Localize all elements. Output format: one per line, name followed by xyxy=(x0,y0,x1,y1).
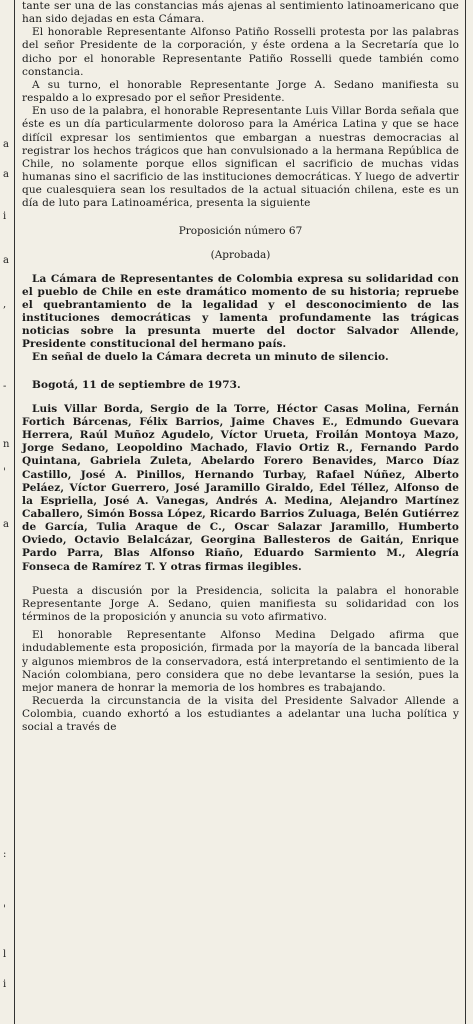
paragraph-allende-visit: Recuerda la circunstancia de la visita del Presidente Salvador Allende a Colombia, cuando exhortó a los estudiantes a adelantar una lucha política y social a través de xyxy=(22,695,459,734)
proposition-text: La Cámara de Representantes de Colombia expresa su solidaridad con el pueblo de Chile en este dramático momento de su historia; repruebe el quebrantamiento de la legalidad y el desconocimiento de las instituciones democráticas y lamenta profundamente las trágicas noticias sobre la presunta muerte del doctor Salvador Allende, Presidente constitucional del hermano país. xyxy=(22,272,459,351)
paragraph-sedano-support: A su turno, el honorable Representante Jorge A. Sedano manifiesta su respaldo a lo expresado por el señor Presidente. xyxy=(22,78,459,105)
paragraph-discussion: Puesta a discusión por la Presidencia, solicita la palabra el honorable Representante Jorge A. Sedano, quien manifiesta su solidaridad con los términos de la proposición y anuncia su voto afirmativo. xyxy=(22,584,459,624)
paragraph-medina-delgado: El honorable Representante Alfonso Medina Delgado afirma que indudablemente esta proposición, firmada por la mayoría de la bancada liberal y algunos miembros de la conservadora, está interpretando el sentimiento de la Nación colombiana, pero considera que no debe levantarse la sesión, pues la mejor manera de honrar la memoria de los hombres es trabajando. xyxy=(22,629,459,694)
paragraph-patino-protest: El honorable Representante Alfonso Patiño Rosselli protesta por las palabras del señor Presidente de la corporación, y éste ordena a la Secretaría que lo dicho por el honorable Representante Patiño Rosselli quede también como constancia. xyxy=(22,26,459,78)
proposition-silence: En señal de duelo la Cámara decreta un minuto de silencio. xyxy=(32,351,389,364)
right-column-rule xyxy=(465,0,466,1024)
paragraph-continuation: tante ser una de las constancias más ajenas al sentimiento latinoamericano que han sido dejadas en esta Cámara. xyxy=(22,0,459,26)
proposition-status: (Aprobada) xyxy=(210,248,271,261)
left-column-rule xyxy=(14,0,15,1024)
adjacent-column-fragments: a a i a , - n ' a : ' l i xyxy=(3,139,10,990)
signatories-list: Luis Villar Borda, Sergio de la Torre, Héctor Casas Molina, Fernán Fortich Bárcenas, Félix Barrios, Jaime Chaves E., Edmundo Guevara Herrera, Raúl Muñoz Agudelo, Víctor Urueta, Froilán Montoya Mazo, Jorge Sedano, Leopoldino Machado, Flavio Ortiz R., Fernando Pardo Quintana, Gabriela Zuleta, Abelardo Forero Benavides, Marco Díaz Castillo, José A. Pinillos, Hernando Turbay, Rafael Núñez, Alberto Peláez, Víctor Guerrero, José Jaramillo Giraldo, Edel Téllez, Alfonso de la Espriella, José A. Vanegas, Andrés A. Medina, Alejandro Martínez Caballero, Simón Bossa López, Ricardo Barrios Zuluaga, Belén Gutiérrez de García, Tulia Araque de C., Oscar Salazar Jaramillo, Humberto Oviedo, Octavio Belalcázar, Georgina Ballesteros de Gaitán, Enrique Pardo Parra, Blas Alfonso Riaño, Eduardo Sarmiento M., Alegría Fonseca de Ramírez T. Y otras firmas ilegibles. xyxy=(22,402,459,573)
proposition-heading: Proposición número 67 xyxy=(178,224,303,237)
article-column xyxy=(22,0,459,735)
date-line: Bogotá, 11 de septiembre de 1973. xyxy=(32,378,241,391)
paragraph-villar-borda: En uso de la palabra, el honorable Representante Luis Villar Borda señala que éste es un día particularmente doloroso para la América Latina y que se hace difícil expresar los sentimientos que embargan a nuestras democracias al registrar los hechos trágicos que han convulsionado a la hermana República de Chile, no solamente porque ellos significan el sacrificio de muchas vidas humanas sino el sacrificio de las instituciones democráticas. Y luego de advertir que cualesquiera sean los resultados de la actual situación chilena, este es un día de luto para Latinoamérica, presenta la siguiente xyxy=(22,105,459,210)
